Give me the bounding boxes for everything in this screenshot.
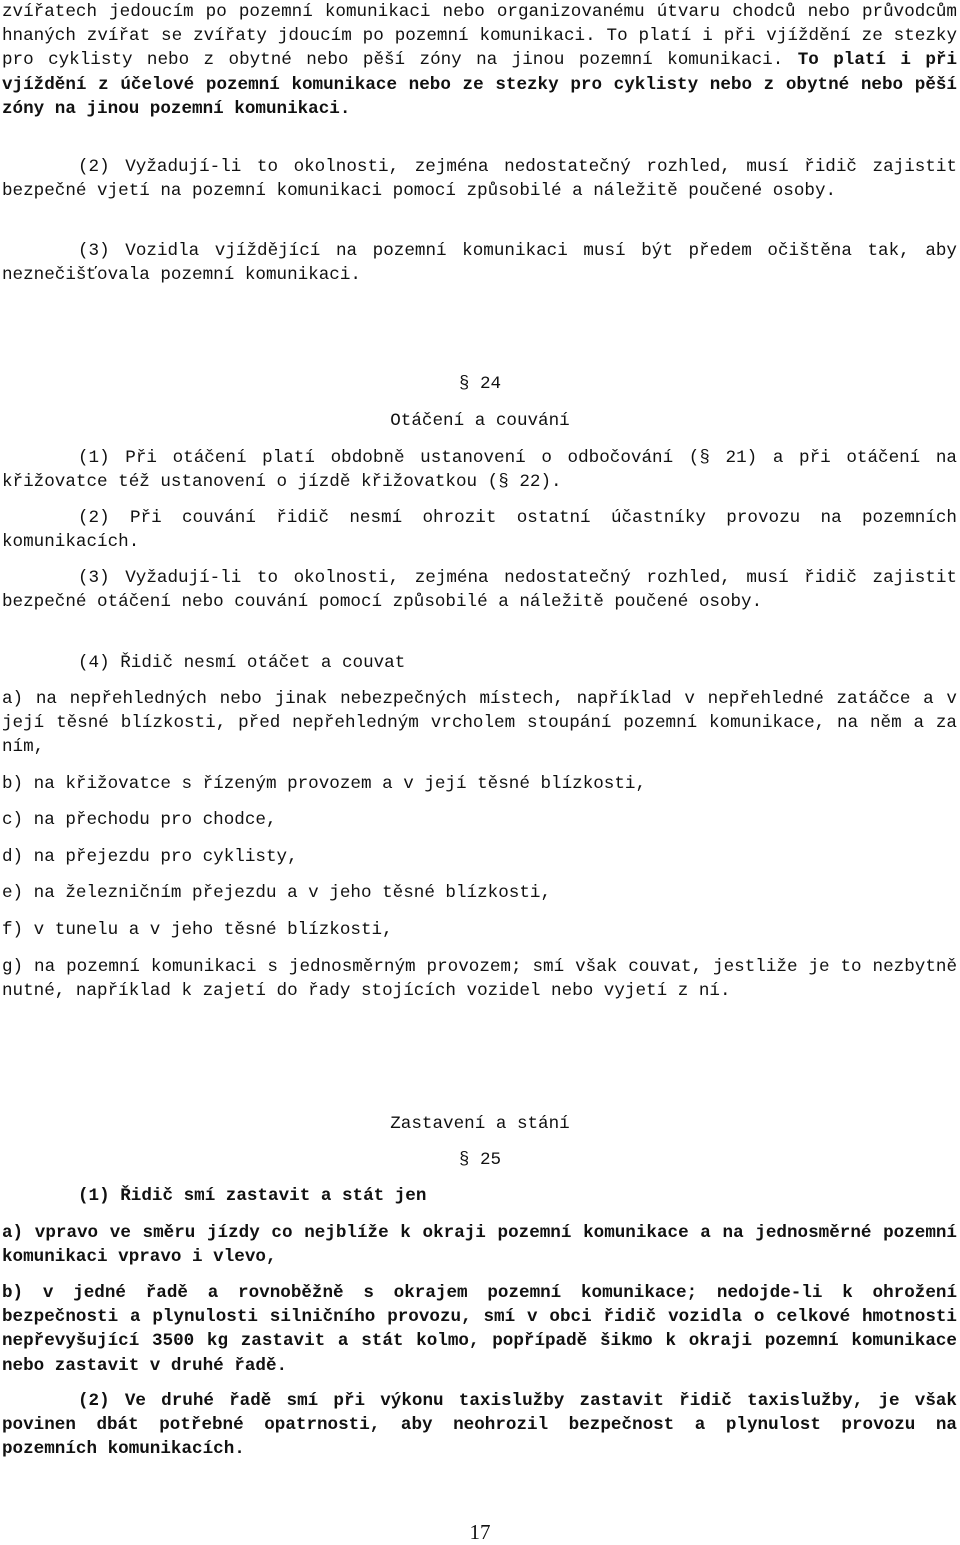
list-item-g: g) na pozemní komunikaci s jednosměrným provozem; smí však couvat, jestliže je to nezbytně nutné, například k zajetí do řady stojících vozidel nebo vyjetí z ní. [2,957,957,1002]
paragraph-23-normal-text: zvířatech jedoucím po pozemní komunikaci nebo organizovanému útvaru chodců nebo průvodcům hnaných zvířat se zvířaty jdoucím po pozemní komunikaci. To platí i při vjíždění ze stezky pro cyklisty nebo z obytné nebo pěší zóny na jinou pozemní komunikaci. [2,2,957,71]
paragraph-23-3: (3) Vozidla vjíždějící na pozemní komunikaci musí být předem očištěna tak, aby neznečišťovala pozemní komunikaci. [2,241,957,286]
section-24-title: Otáčení a couvání [390,411,570,431]
section-24-number: § 24 [458,374,502,394]
list-item-c: c) na přechodu pro chodce, [2,810,277,830]
paragraph-25-1: (1) Řidič smí zastavit a stát jen [78,1186,427,1206]
paragraph-24-2: (2) Při couvání řidič nesmí ohrozit ostatní účastníky provozu na pozemních komunikacích. [2,508,957,553]
paragraph-24-1: (1) Při otáčení platí obdobně ustanovení o odbočování (§ 21) a při otáčení na křižovatce též ustanovení o jízdě křižovatkou (§ 22). [2,448,957,493]
list-item-e: e) na železničním přejezdu a v jeho těsné blízkosti, [2,883,552,903]
list-item-f: f) v tunelu a v jeho těsné blízkosti, [2,920,393,940]
paragraph-23-bold-text: To platí i při vjíždění z účelové pozemní komunikace nebo ze stezky pro cyklisty nebo z obytné nebo pěší zóny na jinou pozemní komunikaci. [2,50,958,119]
paragraph-23-2: (2) Vyžadují-li to okolnosti, zejména nedostatečný rozhled, musí řidič zajistit bezpečné vjetí na pozemní komunikaci pomocí způsobilé a náležitě poučené osoby. [2,157,957,202]
list-item-a: a) na nepřehledných nebo jinak nebezpečných místech, například v nepřehledné zatáčce a v její těsné blízkosti, před nepřehledným vrcholem stoupání pozemní komunikace, na něm a za ním, [2,689,957,758]
paragraph-24-3: (3) Vyžadují-li to okolnosti, zejména nedostatečný rozhled, musí řidič zajistit bezpečné otáčení nebo couvání pomocí způsobilé a náležitě poučené osoby. [2,568,957,613]
paragraph-25-2: (2) Ve druhé řadě smí při výkonu taxislužby zastavit řidič taxislužby, je však povinen dbát potřebné opatrnosti, aby neohrozil bezpečnost a plynulost provozu na pozemních komunikacích. [2,1391,957,1460]
page-number: 17 [469,1520,491,1544]
list-item-b: b) na křižovatce s řízeným provozem a v její těsné blízkosti, [2,774,647,794]
section-25-title: Zastavení a stání [390,1114,570,1134]
paragraph-25-b: b) v jedné řadě a rovnoběžně s okrajem pozemní komunikace; nedojde-li k ohrožení bezpečnosti a plynulosti silničního provozu, smí v obci řidič vozidla o celkové hmotnosti nepřevyšující 3500 kg zastavit a stát kolmo, popřípadě šikmo k okraji pozemní komunikace nebo zastavit v druhé řadě. [2,1283,957,1376]
paragraph-24-4: (4) Řidič nesmí otáčet a couvat [78,653,406,673]
list-item-d: d) na přejezdu pro cyklisty, [2,847,298,867]
section-25-number: § 25 [458,1150,502,1170]
paragraph-25-a: a) vpravo ve směru jízdy co nejblíže k okraji pozemní komunikace a na jednosměrné pozemní komunikaci vpravo i vlevo, [2,1223,957,1268]
paragraph-23-continuation [2,0,957,121]
